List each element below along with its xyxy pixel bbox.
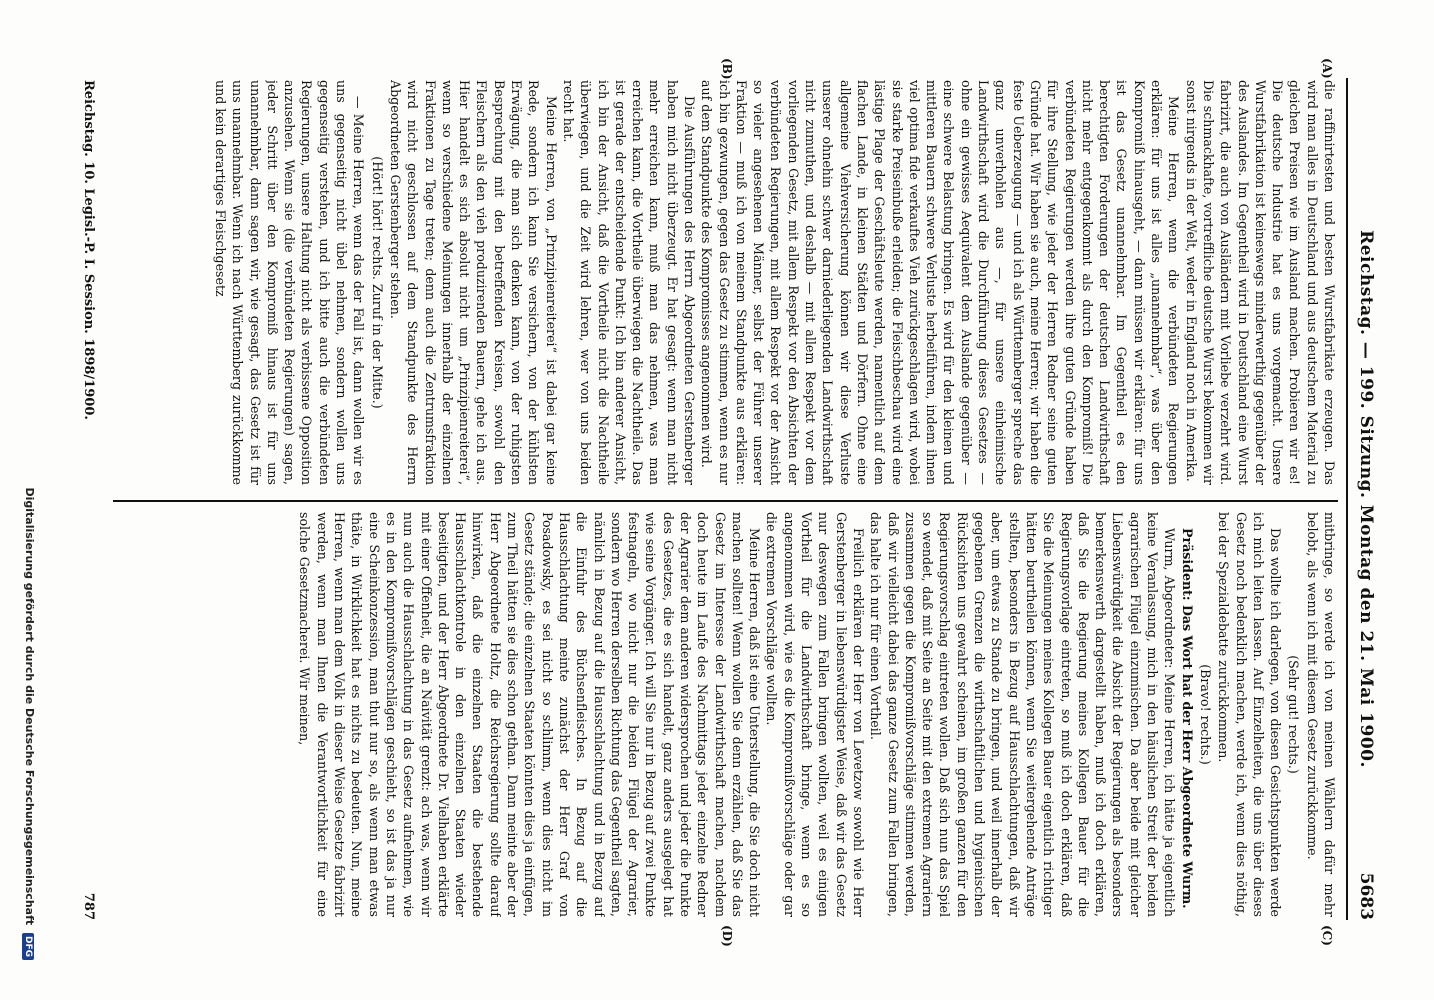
session-title: Reichstag. — 199. Sitzung. Montag den 21. Mai 1900.: [1356, 230, 1376, 768]
speaker-paragraph: Präsident: Das Wort hat der Herr Abgeordnete Wurm.: [1179, 528, 1195, 909]
paragraph: Die Ausführungen des Herrn Abgeordneten Gerstenberger haben mich nicht überzeugt. Er hat gesagt: wenn man nicht mehr erreichen kann, muß man das nehmen, was man erreichen kann, die Vortheile überwiegen die Nachtheile. Das ist gerade der entscheidende Punkt: Ich bin anderer Ansicht, ich bin der Ansicht, daß die Vortheile nicht die Nachtheile überwiegen, und die Zeit wird lehren, wer von uns beiden recht hat.: [560, 80, 698, 485]
paragraph: die raffinirtesten und besten Wurstfabrikate erzeugen. Das wird man alles in Deutschland und aus deutschem Material zu gleichen Preisen wie im Ausland machen. Probieren wir es! Die deutsche Industrie hat es uns vorgemacht. Unsere Wurstfabrikation ist keineswegs minderwerthig gegenüber der des Auslandes. Im Gegentheil wird in Deutschland eine Wurst fabrizirt, die auch von Ausländern mit Vorliebe verzehrt wird. Die schmackhafte, vortreffliche deutsche Wurst bekommen wir sonst nirgends in der Welt, weder in England noch in Amerika.: [1183, 80, 1337, 485]
paragraph: — Meine Herren, wenn das der Fall ist, dann wollen wir es uns gegenseitig nicht übel nehmen, sondern wollen uns gegenseitig verstehen, und ich bitte auch die verbündeten Regierungen, unsere Haltung nicht als verbissene Opposition anzusehen. Wenn sie (die verbündeten Regierungen) sagen, jeder Schritt über den Kompromiß hinaus ist für uns unannehmbar, dann sagen wir, wie gesagt, das Gesetz ist für uns unannehmbar. Wenn ich nach Württemberg zurückkomme und kein derartiges Fleischgesetz: [213, 80, 367, 485]
margin-mark-a: (A): [1320, 58, 1334, 79]
interjection: (Hört! hört! rechts. Zuruf in der Mitte.): [369, 156, 385, 409]
left-column: [98, 80, 1338, 485]
paragraph: Das wollte ich darlegen, von diesen Gesichtspunkten werde ich mich leiten lassen. Auf Einzelheiten, die uns über dieses Gesetz noch bedenklich machen, werde ich, wenn dies nöthig, bei der Spezialdebatte zurückkommen.: [1216, 512, 1284, 917]
header-rule: [1346, 78, 1348, 920]
digitization-note: [14, 0, 44, 1000]
right-column: [98, 512, 1338, 917]
paragraph: mitbringe, so werde ich von meinen Wählern dafür mehr belobt, als wenn ich mit diesem Gesetz zurückkomme.: [1304, 512, 1337, 917]
speaker-paragraph: Wurm, Abgeordneter: Meine Herren, ich hätte ja eigentlich keine Veranlassung, mich in den häuslichen Streit der beiden agrarischen Flügel einzumischen. Da aber beide mit gleicher Liebenswürdigkeit die Absicht der Regierungen als besonders bemerkenswerth dargestellt haben, muß ich doch erklären, daß Sie die Regierung meines Kollegen Bauer für die Regierungsvorlage eintreten, so muß ich doch erklären, daß Sie die Meinungen meines Kollegen Bauer eigentlich richtiger hätten beurtheilen können, wenn Sie weitergehende Anträge stellten, besonders in Bezug auf Hausschlachtungen, daß wir aber, um etwas zu Stande zu bringen, und weil innerhalb der gegebenen Grenzen die wirthschaftlichen und hygienischen Rücksichten uns gewahrt scheinen, im großen ganzen für den Regierungsvorschlag eintreten wollen. Daß sich nun das Spiel so wendet, daß mit Seite an Seite mit den extremen Agrariern zusammen gegen die Kompromißvorschläge stimmen werden, daß wir vielleicht dabei das ganze Gesetz zum Fallen bringen, das halte ich nur für einen Vortheil.: [868, 512, 1178, 917]
interjection: (Bravo! rechts.): [1197, 664, 1213, 765]
margin-mark-d: (D): [720, 925, 734, 947]
interjection: (Sehr gut! rechts.): [1286, 655, 1302, 774]
dfg-logo-icon: DFG: [22, 933, 34, 960]
footer-session-info: Reichstag. 10. Legisl.-P. I. Session. 1898/1900.: [81, 80, 96, 420]
column-divider: [113, 500, 1338, 502]
page-header: [1352, 78, 1382, 920]
page-number: 5683: [1356, 872, 1376, 920]
footer-page-number: 787: [81, 892, 96, 920]
paragraph: Meine Herren, von „Prinzipienreiterei“ ist dabei gar keine Rede, sondern ich kann Sie versichern, von der kühlsten Erwägung, die man sich denken kann, von der ruhigsten Besprechung mit den betreffenden Kreisen, sowohl den Fleischern als den vieh produzirenden Bauern, gehe ich aus. Hier handelt es sich absolut nicht um „Prinzipienreiterei“, wenn so verschiedene Meinungen innerhalb der einzelnen Fraktionen zu Tage treten; denn auch die Zentrumsfraktion wird nicht geschlossen auf dem Standpunkte des Herrn Abgeordneten Gerstenberger stehen.: [387, 80, 559, 485]
paragraph: Freilich erklären der Herr von Levetzow sowohl wie Herr Gerstenberger in liebenswürdigster Weise, daß wir das Gesetz nur deswegen zum Fallen bringen wollten, weil es einigen Vortheil für die Landwirthschaft bringe, wenn es so angenommen wird, wie es die Kompromißvorschläge oder gar die extremen Vorschläge wollten.: [764, 512, 866, 917]
page-footer: [72, 80, 96, 920]
paragraph: Meine Herren, daß ist eine Unterstellung, die Sie doch nicht machen sollten! Wenn wollen Sie denn erzählen, daß Sie das Gesetz im Interesse der Landwirthschaft machen, nachdem doch heute im Laufe des Nachmittags jeder einzelne Redner der Agrarier dem anderen widersprochen und jeder die Punkte des Gesetzes, die es sich handelt, ganz anders ausgelegt hat wie seine Vorgänger. Ich will Sie nur in Bezug auf zwei Punkte festnageln, wo nicht nur die beiden Flügel der Agrarier, sondern wo Herren derselben Richtung das Gegentheil sagten, nämlich in Bezug auf die Hausschlachtung und in Bezug auf die Einfuhr des Büchsenfleisches. In Bezug auf die Hausschlachtung meinte zunächst der Herr Graf von Posadowsky, es sei nicht so schlimm, wenn dies nicht im Gesetz stände; die einzelnen Staaten könnten dies ja einfügen, zum Theil hätten sie dies schon gethan. Dann meinte aber der Herr Abgeordnete Holtz, die Reichsregierung sollte darauf hinwirken, daß die einzelnen Staaten die bestehende Hausschlachtkontrole in den einzelnen Staaten wieder beseitigten, und der Herr Abgeordnete Dr. Vielhaben erklärte mit einer Offenheit, die an Naivität grenzt: ach was, wenn wir nun auch die Hausschlachtung in das Gesetz aufnehmen, wie es in den Kompromißvorschlägen geschieht, so ist das ja nur eine Scheinkonzession, man thut nur so, als wenn man etwas thäte, in Wirklichkeit hat es nichts zu bedeuten. Nun, meine Herren, wenn man dem Volk in dieser Weise Gesetze fabrizirt werden, wenn man Ihnen die Verantwortlichkeit für eine solche Gesetzmacherei. Wir meinen,: [297, 512, 763, 917]
digitization-text: Digitalisierung gefördert durch die Deutsche Forschungsgemeinschaft: [23, 487, 36, 926]
margin-mark-b: (B): [720, 58, 734, 80]
paragraph: Meine Herren, wenn die verbündeten Regierungen erklären: für uns ist alles „unannehmbar“, was über den Kompromiß hinausgeht, — dann müssen wir erklären: für uns ist das Gesetz unannehmbar. Im Gegentheil es den berechtigten Forderungen der deutschen Landwirthschaft nicht mehr entgegenkommt als durch den Kompromiß! Die verbündeten Regierungen werden ihre guten Gründe haben für ihre Stellung, wie jeder der Herren Redner seine guten Gründe hat. Wir haben sie auch, meine Herren; wir haben die feste Ueberzeugung — und ich als Württemberger spreche das ganz unverhohlen aus —, für unsere einheimische Landwirthschaft wird die Durchführung dieses Gesetzes — ohne ein gewisses Aequivalent dem Auslande gegenüber — eine schwere Belastung bringen. Es wird für den kleinen und mittleren Bauern schwere Verluste herbeiführen, indem ihnen viel optima fide verkauftes Vieh zurückgeschlagen wird, wobei sie starke Preiseinbuße erleiden; die Fleischbeschau wird eine lästige Plage der Geschäftsleute werden, namentlich auf dem flachen Lande, in kleinen Städten und Dörfern. Ohne eine allgemeine Viehversicherung können wir diese Verluste unserer ohnehin schwer darniederliegenden Landwirthschaft nicht zumuthen, und deshalb — mit allem Respekt vor dem vorliegenden Gesetz, mit allem Respekt vor den Absichten der verbündeten Regierungen, mit allem Respekt vor der Ansicht so vieler angesehenen Männer, selbst der Führer unserer Fraktion — muß ich von meinem Standpunkte aus erklären: ich bin gezwungen, gegen das Gesetz zu stimmen, wenn es nur auf dem Standpunkte des Kompromisses angenommen wird.: [699, 80, 1182, 485]
margin-mark-c: (C): [1320, 925, 1334, 946]
